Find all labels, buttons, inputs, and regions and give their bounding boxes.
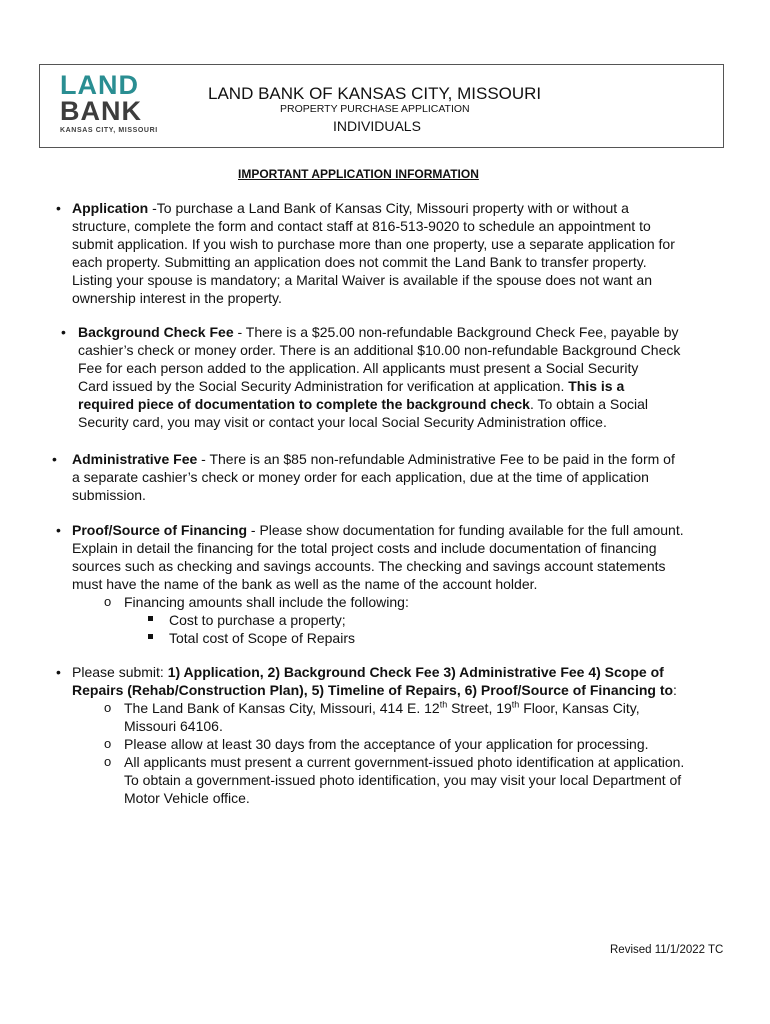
background-line: - There is a $25.00 non-refundable Background Check Fee, payable by (233, 324, 679, 340)
application-line: -To purchase a Land Bank of Kansas City, Missouri property with or without a (148, 200, 629, 216)
address-sup: th (511, 699, 520, 710)
administrative-line: a separate cashier’s check or money order for each application, due at the time of application (72, 469, 649, 485)
background-bold: required piece of documentation to complete the background check (78, 396, 530, 412)
background-check-paragraph (78, 323, 680, 431)
background-line: Fee for each person added to the application. All applicants must present a Social Security (78, 360, 639, 376)
bullet-marker: • (56, 522, 61, 538)
application-line: ownership interest in the property. (72, 290, 282, 306)
application-label: Application (72, 200, 149, 216)
submit-colon: : (673, 682, 677, 698)
background-line: Security card, you may visit or contact your local Social Security Administration office. (78, 414, 607, 430)
bullet-marker: • (61, 324, 66, 340)
address-text: Floor, Kansas City, (519, 700, 640, 716)
logo-word-land (60, 70, 150, 100)
administrative-line: - There is an $85 non-refundable Administrative Fee to be paid in the form of (197, 451, 675, 467)
section-heading: IMPORTANT APPLICATION INFORMATION (238, 167, 479, 181)
financing-list-item: Total cost of Scope of Repairs (169, 630, 355, 646)
application-line: structure, complete the form and contact staff at 816-513-9020 to schedule an appointment to (72, 218, 651, 234)
header-box (39, 64, 724, 148)
application-line: Listing your spouse is mandatory; a Marital Waiver is available if the spouse does not want an (72, 272, 653, 288)
submit-bold: 1) Application, 2) Background Check Fee 3) Administrative Fee 4) Scope of (167, 664, 664, 680)
bullet-marker: • (52, 451, 57, 467)
submit-id-note (124, 753, 684, 807)
sub-bullet-marker: o (104, 754, 112, 769)
revision-footer: Revised 11/1/2022 TC (610, 944, 724, 956)
administrative-line: submission. (72, 487, 146, 503)
submit-prefix: Please submit: (72, 664, 168, 680)
sub-bullet-marker: o (104, 594, 112, 609)
background-check-label: Background Check Fee (78, 324, 234, 340)
background-line: Card issued by the Social Security Administration for verification at application. (78, 378, 569, 394)
logo-word2: BANK (60, 96, 142, 126)
land-bank-logo (60, 70, 158, 139)
square-bullet-icon (148, 616, 153, 621)
submit-paragraph (72, 663, 677, 699)
financing-list-item: Cost to purchase a property; (169, 612, 346, 628)
address-sup: th (439, 699, 448, 710)
header-type: INDIVIDUALS (333, 118, 421, 134)
id-note-line: Motor Vehicle office. (124, 790, 250, 806)
header-title: LAND BANK OF KANSAS CITY, MISSOURI (208, 84, 542, 103)
bullet-marker: • (56, 200, 61, 216)
financing-line: must have the name of the bank as well as the name of the account holder. (72, 576, 538, 592)
submit-bold: Repairs (Rehab/Construction Plan), 5) Timeline of Repairs, 6) Proof/Source of Financing to (72, 682, 674, 698)
background-line: . To obtain a Social (529, 396, 649, 412)
submit-address (124, 699, 640, 735)
id-note-line: All applicants must present a current government-issued photo identification at application. (124, 754, 685, 770)
square-bullet-icon (148, 634, 153, 639)
address-line2: Missouri 64106. (124, 718, 223, 734)
logo-subtitle: KANSAS CITY, MISSOURI (60, 127, 158, 134)
application-line: submit application. If you wish to purchase more than one property, use a separate application for (72, 236, 675, 252)
financing-label: Proof/Source of Financing (72, 522, 248, 538)
logo-word-bank (60, 96, 150, 126)
background-line: cashier’s check or money order. There is an additional $10.00 non-refundable Background Check (78, 342, 681, 358)
administrative-fee-label: Administrative Fee (72, 451, 198, 467)
application-line: each property. Submitting an application does not commit the Land Bank to transfer property. (72, 254, 647, 270)
bullet-marker: • (56, 664, 61, 680)
administrative-fee-paragraph (72, 450, 675, 504)
sub-bullet-marker: o (104, 700, 112, 715)
financing-paragraph (72, 521, 684, 593)
header-subtitle: PROPERTY PURCHASE APPLICATION (280, 103, 470, 115)
submit-processing-note: Please allow at least 30 days from the acceptance of your application for processing. (124, 736, 649, 752)
id-note-line: To obtain a government-issued photo identification, you may visit your local Department of (124, 772, 682, 788)
address-text: Street, 19 (447, 700, 512, 716)
financing-line: Explain in detail the financing for the total project costs and include documentation of financing (72, 540, 657, 556)
address-text: The Land Bank of Kansas City, Missouri, 414 E. 12 (124, 700, 440, 716)
financing-line: sources such as checking and savings accounts. The checking and savings account statements (72, 558, 666, 574)
background-bold: This is a (568, 378, 625, 394)
application-paragraph (72, 199, 675, 307)
logo-word1: LAND (60, 70, 139, 100)
financing-line: - Please show documentation for funding available for the full amount. (247, 522, 684, 538)
financing-sub-item: Financing amounts shall include the following: (124, 594, 409, 610)
sub-bullet-marker: o (104, 736, 112, 751)
